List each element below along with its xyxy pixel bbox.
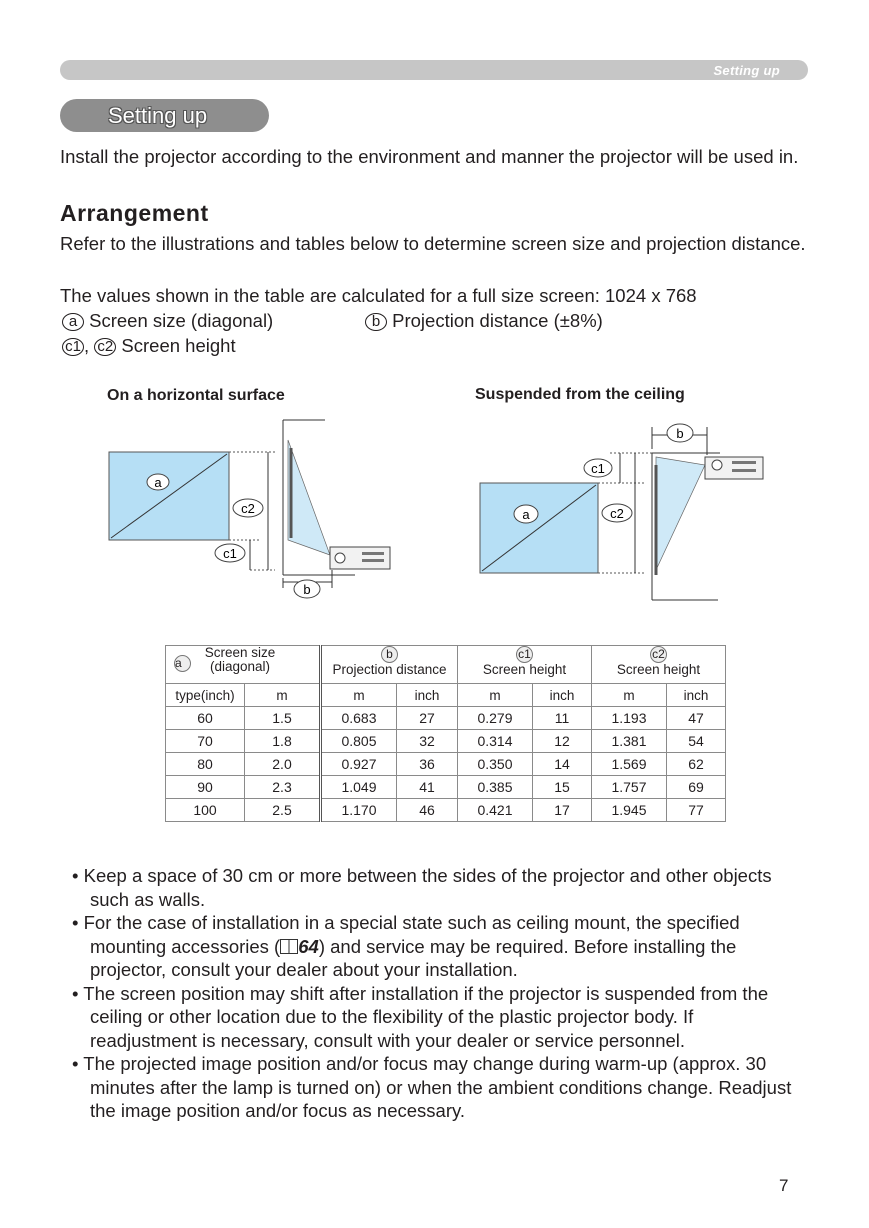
note-item: • The screen position may shift after installation if the projector is suspended from the ceiling or other location due to the flexibility of the plastic projector body. If readjustment is necessary, consult with your dealer or service personnel. — [72, 982, 802, 1053]
table-cell: 1.8 — [245, 730, 321, 753]
table-cell: 17 — [533, 799, 592, 822]
label-c1: c1 — [223, 546, 237, 561]
legend-line-2 — [62, 334, 822, 358]
header-projection-distance — [321, 646, 458, 684]
table-row — [166, 730, 726, 753]
table-cell: 2.5 — [245, 799, 321, 822]
table-body — [166, 707, 726, 822]
header-b-mark: b — [381, 646, 398, 663]
table-cell: 27 — [397, 707, 458, 730]
section-title: Setting up — [108, 103, 208, 128]
label-b: b — [303, 582, 311, 597]
table-cell: 1.945 — [592, 799, 667, 822]
projection-beam — [656, 457, 705, 570]
unit-cell: m — [458, 684, 533, 707]
table-cell: 0.350 — [458, 753, 533, 776]
table-cell: 0.805 — [321, 730, 397, 753]
legend-line-1 — [62, 309, 822, 333]
table-cell: 1.170 — [321, 799, 397, 822]
table-cell: 47 — [667, 707, 726, 730]
label-c2: c2 — [241, 501, 255, 516]
table-cell: 0.927 — [321, 753, 397, 776]
table-row — [166, 707, 726, 730]
header-b-label: Projection distance — [332, 662, 447, 677]
table-cell: 1.5 — [245, 707, 321, 730]
header-c1-mark: c1 — [516, 646, 533, 663]
table-cell: 0.385 — [458, 776, 533, 799]
unit-cell: inch — [533, 684, 592, 707]
manual-reference-icon — [280, 939, 298, 954]
table-cell: 11 — [533, 707, 592, 730]
table-cell: 62 — [667, 753, 726, 776]
unit-cell: type(inch) — [166, 684, 245, 707]
label-c2: c2 — [610, 506, 624, 521]
table-cell: 90 — [166, 776, 245, 799]
legend-a-label: Screen size (diagonal) — [89, 310, 274, 331]
note-2-pre: For the case of installation in a special state such as ceiling mount, the specified mounting accessories ( — [83, 912, 740, 957]
header-a-mark: a — [174, 655, 191, 672]
header-c1-label: Screen height — [482, 662, 567, 677]
table-cell: 0.314 — [458, 730, 533, 753]
table-cell: 80 — [166, 753, 245, 776]
arrangement-text-2: The values shown in the table are calculated for a full size screen: 1024 x 768 — [60, 285, 697, 306]
table-cell: 0.421 — [458, 799, 533, 822]
table-cell: 100 — [166, 799, 245, 822]
header-screen-size — [166, 646, 321, 684]
table-cell: 2.3 — [245, 776, 321, 799]
table-cell: 1.049 — [321, 776, 397, 799]
intro-paragraph: Install the projector according to the environment and manner the projector will be used in. — [60, 146, 799, 167]
header-c2 — [592, 646, 726, 684]
table-units-row — [166, 684, 726, 707]
unit-cell: m — [592, 684, 667, 707]
table-cell: 54 — [667, 730, 726, 753]
header-a-label1: Screen size — [204, 645, 276, 660]
table-cell: 1.193 — [592, 707, 667, 730]
table-cell: 0.683 — [321, 707, 397, 730]
figure-horizontal-title: On a horizontal surface — [107, 387, 285, 404]
horizontal-surface-diagram — [100, 410, 400, 610]
header-c2-label: Screen height — [616, 662, 701, 677]
table-cell: 1.569 — [592, 753, 667, 776]
note-item — [72, 911, 802, 982]
note-item: • Keep a space of 30 cm or more between the sides of the projector and other objects such as walls. — [72, 864, 802, 911]
table-row — [166, 776, 726, 799]
header-c1 — [458, 646, 592, 684]
legend-b-mark: b — [365, 313, 387, 331]
table-cell: 15 — [533, 776, 592, 799]
label-b: b — [676, 426, 684, 441]
table-cell: 1.381 — [592, 730, 667, 753]
legend-sep: , — [84, 335, 90, 356]
label-a: a — [154, 475, 162, 490]
table-cell: 36 — [397, 753, 458, 776]
table-cell: 70 — [166, 730, 245, 753]
ceiling-diagram — [470, 415, 770, 605]
table-cell: 2.0 — [245, 753, 321, 776]
unit-cell: m — [245, 684, 321, 707]
notes-list — [72, 864, 802, 1123]
note-2-ref[interactable]: 64 — [298, 935, 319, 957]
table-header-row — [166, 646, 726, 684]
table-cell: 12 — [533, 730, 592, 753]
unit-cell: inch — [397, 684, 458, 707]
legend-c2-mark: c2 — [94, 338, 116, 356]
figure-ceiling-title: Suspended from the ceiling — [475, 386, 685, 403]
unit-cell: inch — [667, 684, 726, 707]
note-2-post: ) and service may be required. Before installing the projector, consult your dealer about your installation. — [90, 935, 737, 980]
header-c2-mark: c2 — [650, 646, 667, 663]
table-row — [166, 753, 726, 776]
projection-beam — [288, 440, 330, 555]
section-title-pill — [60, 99, 269, 132]
header-bar — [60, 60, 808, 80]
unit-cell: m — [321, 684, 397, 707]
table-cell: 46 — [397, 799, 458, 822]
label-c1: c1 — [591, 461, 605, 476]
legend-a-mark: a — [62, 313, 84, 331]
arrangement-text-1: Refer to the illustrations and tables below to determine screen size and projection distance. — [60, 233, 806, 254]
table-cell: 77 — [667, 799, 726, 822]
page-number: 7 — [779, 1176, 789, 1195]
table-cell: 14 — [533, 753, 592, 776]
legend-b-label: Projection distance (±8%) — [392, 310, 603, 331]
arrangement-heading: Arrangement — [60, 200, 209, 226]
table-cell: 60 — [166, 707, 245, 730]
projection-table — [165, 645, 726, 822]
table-cell: 69 — [667, 776, 726, 799]
header-section-label: Setting up — [713, 63, 780, 78]
legend-c-label: Screen height — [121, 335, 236, 356]
table-cell: 0.279 — [458, 707, 533, 730]
table-cell: 41 — [397, 776, 458, 799]
table-cell: 32 — [397, 730, 458, 753]
header-a-label2: (diagonal) — [210, 659, 271, 674]
legend-c1-mark: c1 — [62, 338, 84, 356]
note-item: • The projected image position and/or focus may change during warm-up (approx. 30 minutes after the lamp is turned on) or when the ambient conditions change. Readjust the image position and/or focus as necessary. — [72, 1052, 802, 1123]
table-row — [166, 799, 726, 822]
table-cell: 1.757 — [592, 776, 667, 799]
label-a: a — [522, 507, 530, 522]
